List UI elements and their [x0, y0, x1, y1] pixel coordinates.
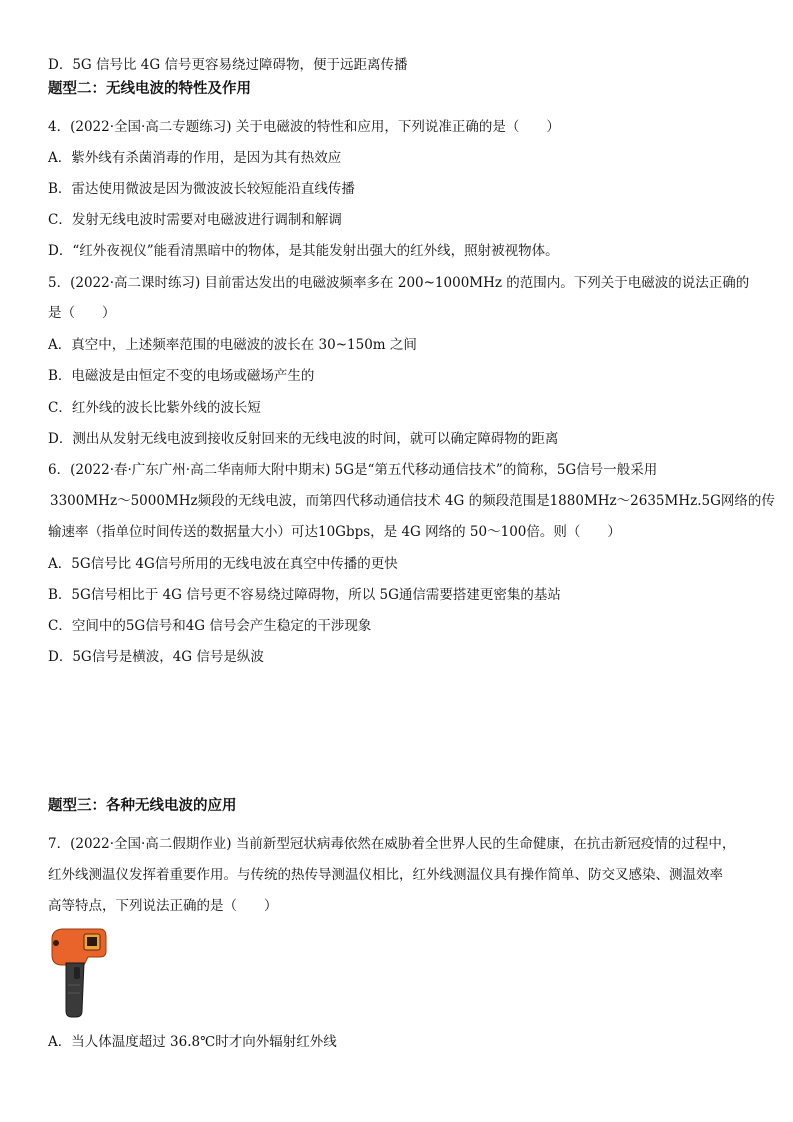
question-4: 4．(2022·全国·高二专题练习) 关于电磁波的特性和应用，下列说准正确的是（ ） — [48, 119, 560, 135]
question-7-line-3: 高等特点，下列说法正确的是（ ） — [48, 898, 278, 914]
question-4-option-c: C．发射无线电波时需要对电磁波进行调制和解调 — [48, 212, 342, 228]
question-5-option-a: A．真空中，上述频率范围的电磁波的波长在 30~150m 之间 — [48, 337, 417, 353]
question-6-option-b: B．5G信号相比于 4G 信号更不容易绕过障碍物，所以 5G通信需要搭建更密集的基站 — [48, 587, 561, 603]
infrared-thermometer-icon — [48, 925, 108, 1020]
section-heading-3: 题型三：各种无线电波的应用 — [48, 798, 237, 814]
question-6-option-d: D．5G信号是横波，4G 信号是纵波 — [48, 649, 264, 665]
option-5d-text: D．5G 信号比 4G 信号更容易绕过障碍物，便于远距离传播 — [48, 57, 408, 73]
question-6-line-3: 输速率（指单位时间传送的数据量大小）可达10Gbps，是 4G 网络的 50～100倍。则（ ） — [48, 524, 621, 540]
question-4-option-b: B．雷达使用微波是因为微波波长较短能沿直线传播 — [48, 181, 355, 197]
question-5-continued: 是（ ） — [48, 305, 116, 321]
question-5: 5．(2022·高二课时练习) 目前雷达发出的电磁波频率多在 200~1000MHz 的范围内。下列关于电磁波的说法正确的 — [48, 275, 750, 291]
question-7: 7．(2022·全国·高二假期作业) 当前新型冠状病毒依然在威胁着全世界人民的生命健康，在抗击新冠疫情的过程中， — [48, 836, 736, 852]
question-5-option-d: D．测出从发射无线电波到接收反射回来的无线电波的时间，就可以确定障碍物的距离 — [48, 431, 559, 447]
question-4-option-d: D．“红外夜视仪”能看清黑暗中的物体，是其能发射出强大的红外线，照射被视物体。 — [48, 243, 559, 259]
question-4-option-a: A．紫外线有杀菌消毒的作用，是因为其有热效应 — [48, 150, 342, 166]
question-6: 6．(2022·春·广东广州·高二华南师大附中期末) 5G是“第五代移动通信技术”的简称，5G信号一般采用 — [48, 462, 658, 478]
question-6-option-c: C．空间中的5G信号和4G 信号会产生稳定的干涉现象 — [48, 618, 372, 634]
question-6-option-a: A．5G信号比 4G信号所用的无线电波在真空中传播的更快 — [48, 556, 398, 572]
question-5-option-b: B．电磁波是由恒定不变的电场或磁场产生的 — [48, 368, 315, 384]
question-7-line-2: 红外线测温仪发挥着重要作用。与传统的热传导测温仪相比，红外线测温仪具有操作简单、防交叉感染、测温效率 — [48, 867, 723, 883]
section-heading-2: 题型二：无线电波的特性及作用 — [48, 81, 251, 97]
question-7-option-a: A．当人体温度超过 36.8℃时才向外辐射红外线 — [48, 1034, 337, 1050]
question-5-option-c: C．红外线的波长比紫外线的波长短 — [48, 400, 261, 416]
question-6-line-2: 3300MHz～5000MHz频段的无线电波，而第四代移动通信技术 4G 的频段范围是1880MHz～2635MHz.5G网络的传 — [50, 493, 775, 509]
